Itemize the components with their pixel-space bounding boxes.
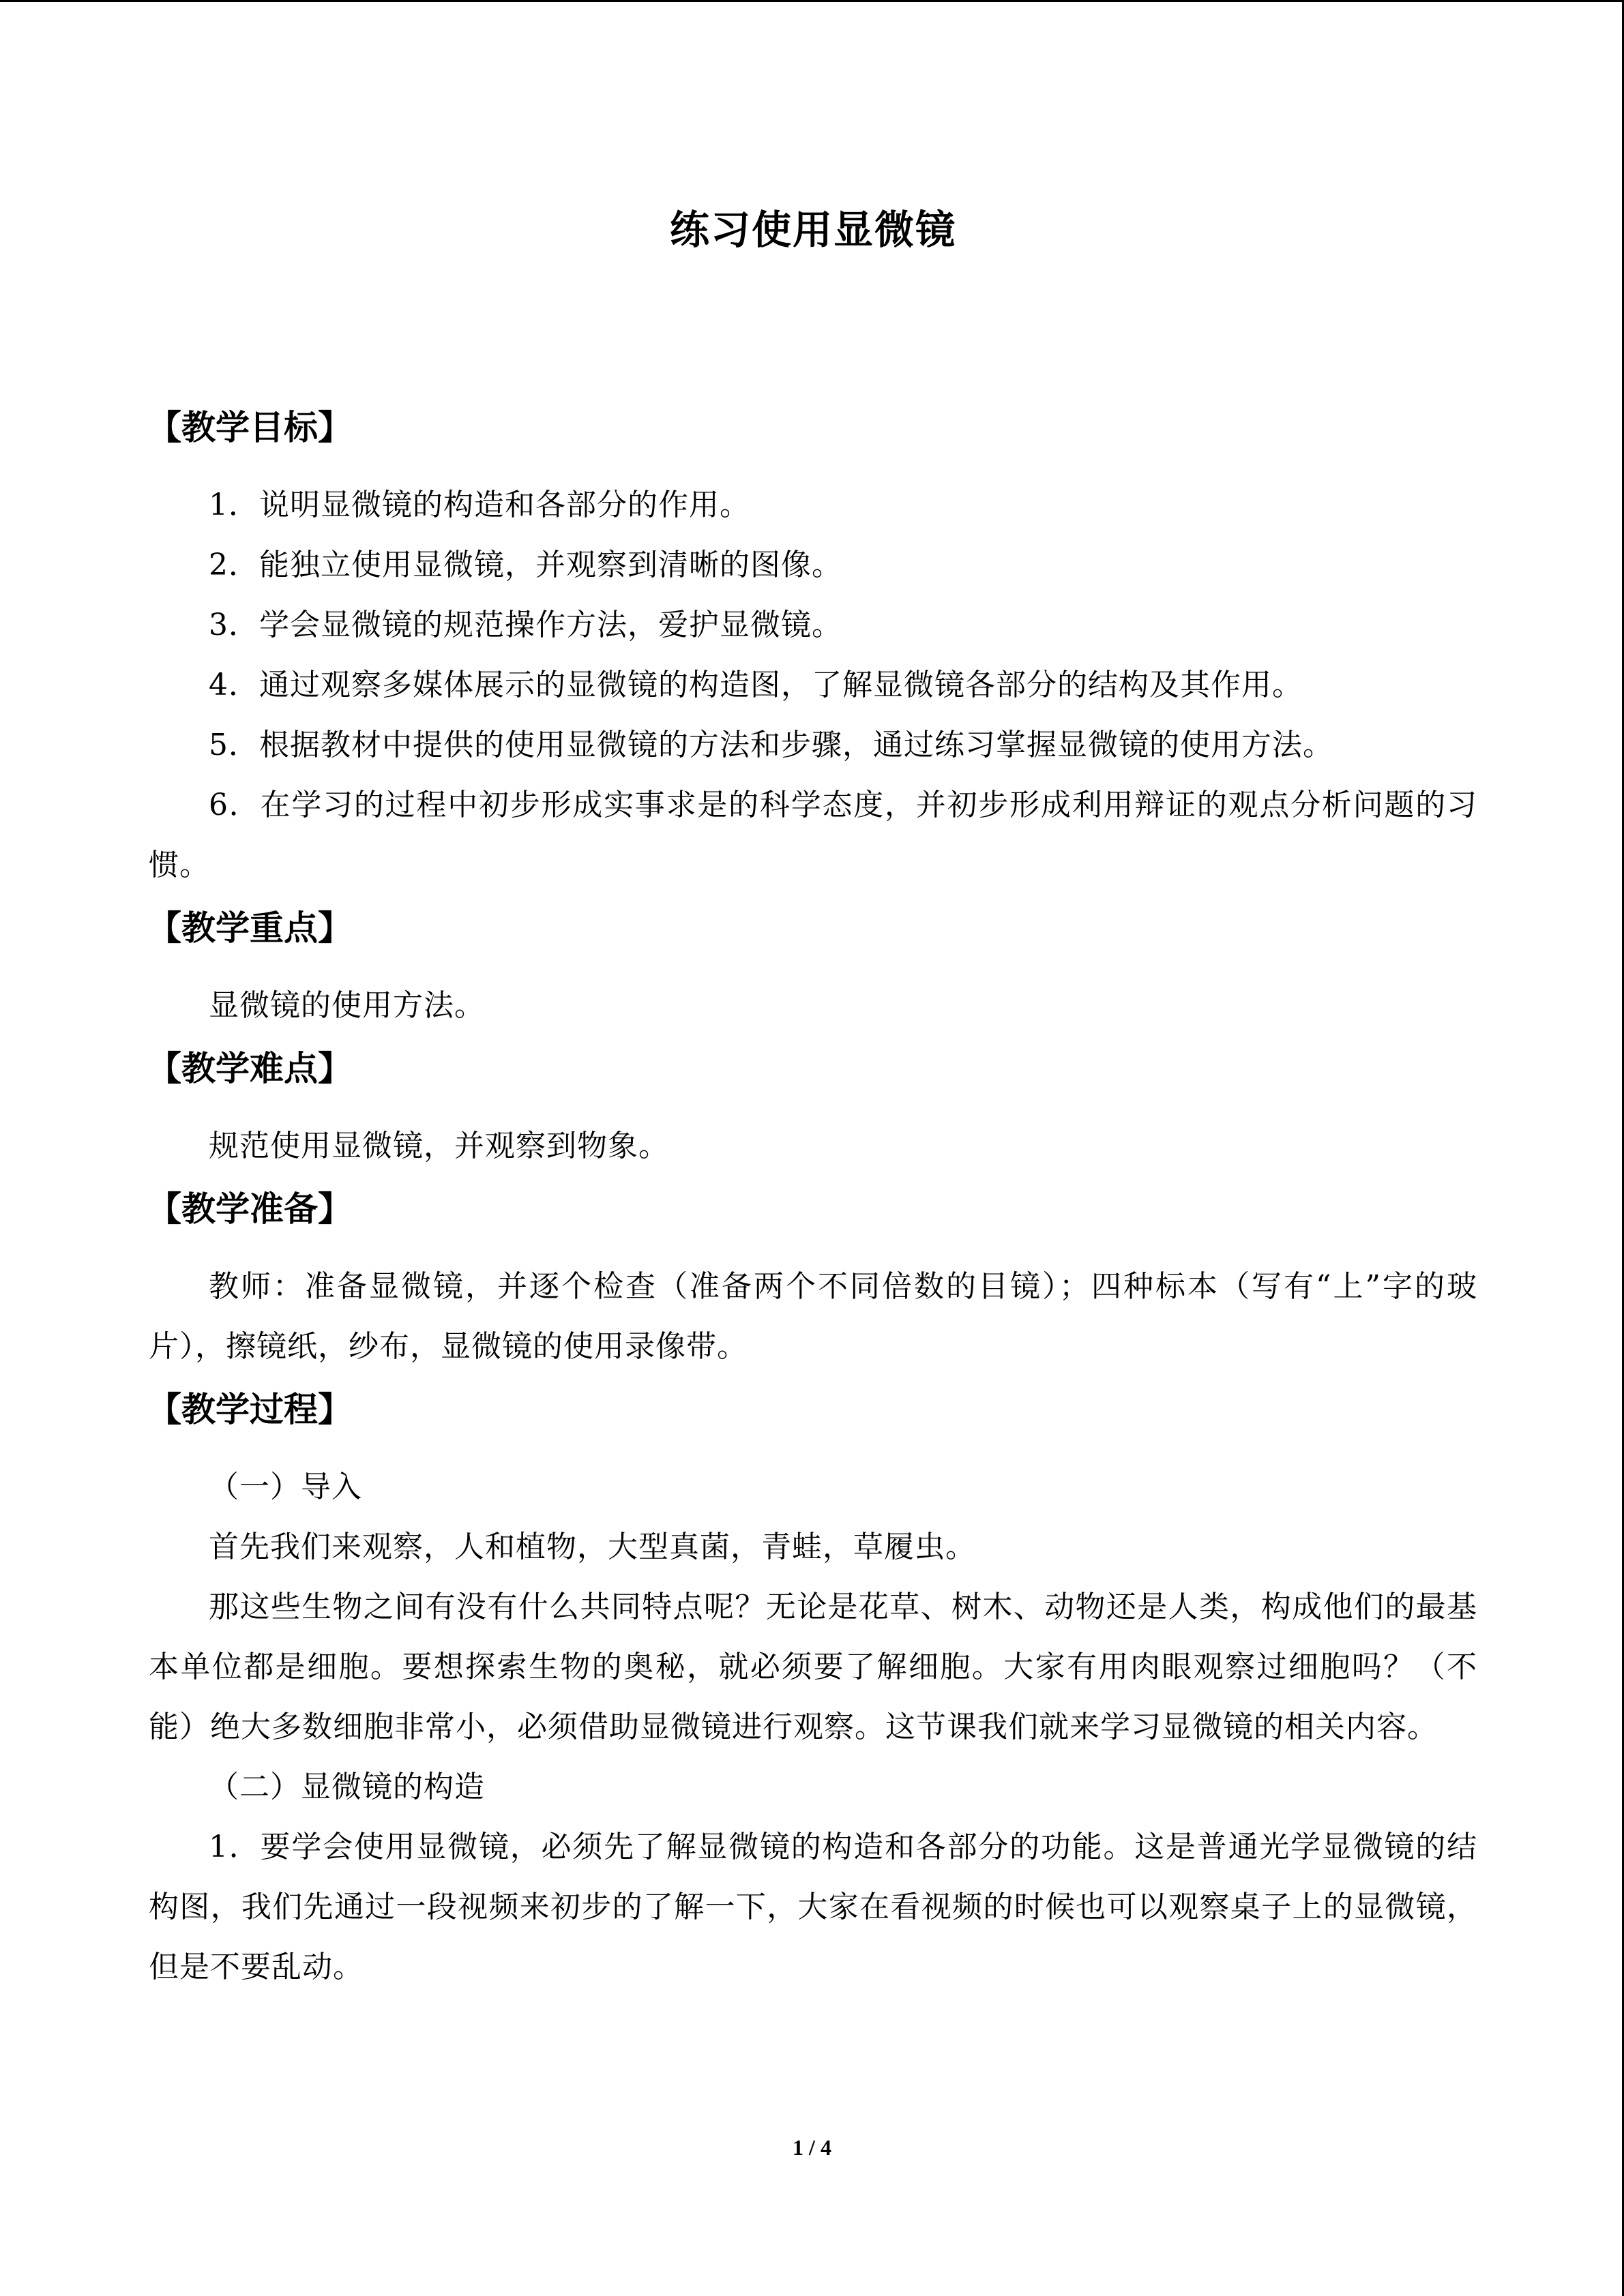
document-body	[149, 207, 1477, 1997]
section-objectives	[149, 403, 1477, 895]
objective-item: 1．说明显微镜的构造和各部分的作用。	[209, 487, 750, 522]
page-title: 练习使用显微镜	[669, 207, 956, 253]
objective-item: 5．根据教材中提供的使用显微镜的方法和步骤，通过练习掌握显微镜的使用方法。	[209, 727, 1333, 762]
objective-item: 4．通过观察多媒体展示的显微镜的构造图，了解显微镜各部分的结构及其作用。	[209, 667, 1303, 702]
section-process	[149, 1385, 1477, 1997]
section-preparation	[149, 1184, 1477, 1377]
objective-item: 3．学会显微镜的规范操作方法，爱护显微镜。	[209, 607, 842, 642]
section-heading-key-points: 【教学重点】	[147, 907, 352, 948]
difficulties-text: 规范使用显微镜，并观察到物象。	[209, 1128, 669, 1163]
section-difficulties	[149, 1044, 1477, 1176]
process-paragraph: 1．要学会使用显微镜，必须先了解显微镜的构造和各部分的功能。这是普通光学显微镜的结构图，我们先通过一段视频来初步的了解一下，大家在看视频的时候也可以观察桌子上的显微镜，但是不要乱动。	[149, 1829, 1477, 1984]
section-heading-process: 【教学过程】	[147, 1388, 352, 1429]
objective-item: 2．能独立使用显微镜，并观察到清晰的图像。	[209, 547, 842, 582]
process-paragraph: 那这些生物之间有没有什么共同特点呢？无论是花草、树木、动物还是人类，构成他们的最基本单位都是细胞。要想探索生物的奥秘，就必须要了解细胞。大家有用肉眼观察过细胞吗？（不能）绝大多数细胞非常小，必须借助显微镜进行观察。这节课我们就来学习显微镜的相关内容。	[149, 1589, 1477, 1744]
process-subheading-structure: （二）显微镜的构造	[209, 1769, 485, 1804]
section-heading-objectives: 【教学目标】	[147, 406, 352, 447]
key-points-text: 显微镜的使用方法。	[209, 987, 485, 1023]
preparation-text: 教师：准备显微镜，并逐个检查（准备两个不同倍数的目镜）；四种标本（写有“上”字的玻片），擦镜纸，纱布，显微镜的使用录像带。	[149, 1268, 1477, 1364]
section-key-points	[149, 904, 1477, 1036]
page-number: 1 / 4	[793, 2135, 831, 2160]
objective-item: 6．在学习的过程中初步形成实事求是的科学态度，并初步形成利用辩证的观点分析问题的习惯。	[149, 787, 1477, 882]
section-heading-preparation: 【教学准备】	[147, 1188, 352, 1229]
section-heading-difficulties: 【教学难点】	[147, 1047, 352, 1088]
process-paragraph: 首先我们来观察，人和植物，大型真菌，青蛙，草履虫。	[209, 1529, 976, 1564]
process-subheading-intro: （一）导入	[209, 1469, 362, 1504]
